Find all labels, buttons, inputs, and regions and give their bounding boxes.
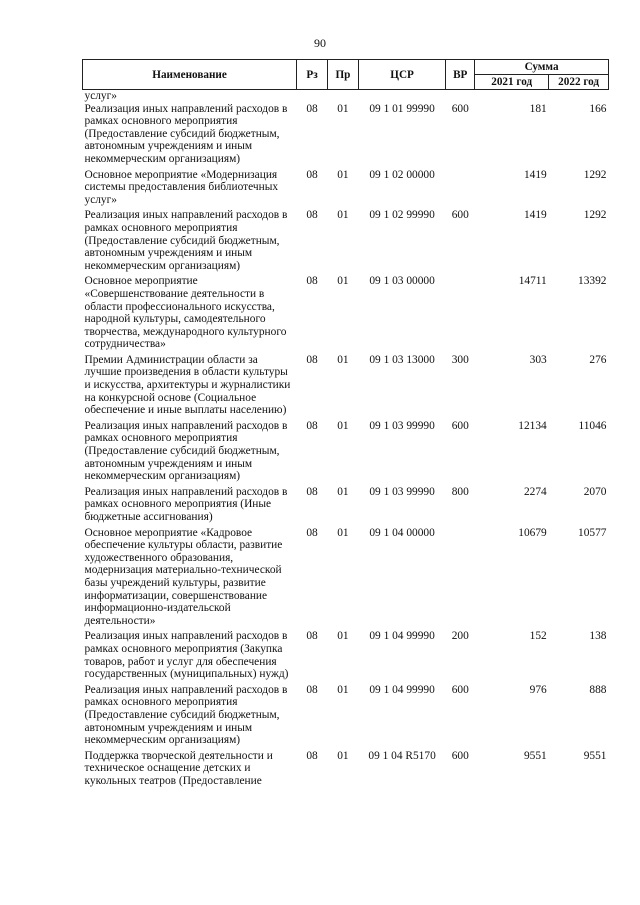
row-amount-2022: 10577 — [578, 526, 607, 539]
table-row — [83, 750, 609, 791]
row-amount-2022: 888 — [589, 683, 607, 696]
row-amount-2021: 1419 — [523, 209, 547, 222]
row-amount-2022: 276 — [589, 353, 607, 366]
row-vr — [446, 275, 475, 354]
row-csr: 09 1 03 13000 — [369, 353, 435, 366]
row-rz: 08 — [306, 485, 318, 498]
row-amount-2021: 2274 — [523, 485, 547, 498]
row-rz: 08 — [306, 168, 318, 181]
row-vr: 600 — [451, 209, 469, 222]
row-csr: 09 1 04 99990 — [369, 630, 435, 643]
col-header-pr: Пр — [327, 60, 358, 90]
row-pr: 01 — [337, 749, 349, 762]
row-pr: 01 — [337, 353, 349, 366]
row-vr: 300 — [451, 353, 469, 366]
row-amount-2021: 181 — [529, 102, 547, 115]
row-amount-2022: 1292 — [583, 168, 607, 181]
row-name: Реализация иных направлений расходов в рамках основного мероприятия (Иные бюджетные ассигнования) — [84, 485, 288, 523]
row-amount-2022: 11046 — [578, 419, 607, 432]
col-header-name: Наименование — [83, 60, 297, 90]
col-header-csr: ЦСР — [358, 60, 445, 90]
row-csr: 09 1 04 R5170 — [368, 749, 436, 762]
row-vr: 600 — [451, 419, 469, 432]
row-vr: 800 — [451, 485, 469, 498]
row-amount-2021: 9551 — [523, 749, 547, 762]
header-row — [83, 60, 609, 75]
row-name: Основное мероприятие «Совершенствование деятельности в области профессионального искусства, народной культуры, самодеятельного творчества, международного культурного сотрудничества» — [84, 275, 287, 351]
row-amount-2021: 976 — [529, 683, 547, 696]
row-csr: 09 1 04 00000 — [369, 526, 435, 539]
row-name: Реализация иных направлений расходов в рамках основного мероприятия (Предоставление субсидий бюджетным, автономным учреждениям и иным некоммерческим организациям) — [84, 419, 288, 483]
row-pr: 01 — [337, 485, 349, 498]
row-csr: 09 1 01 99990 — [369, 102, 435, 115]
row-pr: 01 — [337, 630, 349, 643]
row-csr: 09 1 02 99990 — [369, 209, 435, 222]
row-rz: 08 — [306, 102, 318, 115]
row-name: Основное мероприятие «Модернизация системы предоставления библиотечных услуг» — [84, 168, 279, 206]
table-row — [83, 420, 609, 486]
row-name: Реализация иных направлений расходов в рамках основного мероприятия (Предоставление субсидий бюджетным, автономным учреждениям и иным некоммерческим организациям) — [84, 102, 288, 165]
row-vr: 600 — [451, 749, 469, 762]
table-row — [83, 630, 609, 683]
budget-table — [82, 59, 609, 790]
row-amount-2022: 138 — [589, 630, 607, 643]
continuation-text: услуг» — [84, 90, 117, 102]
row-rz: 08 — [306, 419, 318, 432]
table-row — [83, 169, 609, 210]
col-header-2021: 2021 год — [475, 75, 549, 90]
row-name: Премии Администрации области за лучшие произведения в области культуры и искусства, архитектуры и журналистики на конкурсной основе (Социальное обеспечение и иные выплаты населению) — [84, 353, 291, 417]
row-pr: 01 — [337, 419, 349, 432]
row-rz: 08 — [306, 683, 318, 696]
row-amount-2021: 152 — [529, 630, 547, 643]
col-header-vr: ВР — [446, 60, 475, 90]
row-pr: 01 — [337, 102, 349, 115]
table-row — [83, 486, 609, 527]
col-header-sum: Сумма — [475, 60, 609, 75]
row-csr: 09 1 03 99990 — [369, 419, 435, 432]
table-row — [83, 354, 609, 420]
row-name: Поддержка творческой деятельности и техническое оснащение детских и кукольных театров (Предоставление — [84, 749, 273, 787]
row-rz: 08 — [306, 526, 318, 539]
row-amount-2021: 1419 — [523, 168, 547, 181]
row-name: Реализация иных направлений расходов в рамках основного мероприятия (Предоставление субсидий бюджетным, автономным учреждениям и иным некоммерческим организациям) — [84, 683, 288, 747]
col-header-2022: 2022 год — [549, 75, 609, 90]
row-vr: 600 — [451, 683, 469, 696]
row-rz: 08 — [306, 275, 318, 288]
table-row — [83, 103, 609, 169]
row-amount-2022: 1292 — [583, 209, 607, 222]
row-vr: 200 — [451, 630, 469, 643]
row-amount-2021: 12134 — [518, 419, 547, 432]
row-amount-2021: 10679 — [518, 526, 547, 539]
page-number: 90 — [314, 36, 326, 50]
row-csr: 09 1 03 00000 — [369, 275, 435, 288]
row-rz: 08 — [306, 630, 318, 643]
row-amount-2022: 9551 — [583, 749, 607, 762]
continuation-row — [83, 90, 609, 103]
col-header-rz: Рз — [297, 60, 328, 90]
row-name: Реализация иных направлений расходов в рамках основного мероприятия (Предоставление субсидий бюджетным, автономным учреждениям и иным некоммерческим организациям) — [84, 209, 288, 272]
row-pr: 01 — [337, 168, 349, 181]
row-csr: 09 1 03 99990 — [369, 485, 435, 498]
row-pr: 01 — [337, 275, 349, 288]
row-pr: 01 — [337, 526, 349, 539]
row-pr: 01 — [337, 683, 349, 696]
row-amount-2021: 303 — [529, 353, 547, 366]
row-amount-2022: 13392 — [578, 275, 607, 288]
table-row — [83, 209, 609, 275]
row-rz: 08 — [306, 353, 318, 366]
row-vr — [446, 527, 475, 631]
row-vr: 600 — [451, 102, 469, 115]
row-rz: 08 — [306, 749, 318, 762]
table-row — [83, 275, 609, 354]
row-amount-2022: 166 — [589, 102, 607, 115]
table-row — [83, 527, 609, 631]
row-csr: 09 1 02 00000 — [369, 168, 435, 181]
row-amount-2021: 14711 — [518, 275, 547, 288]
row-pr: 01 — [337, 209, 349, 222]
row-name: Основное мероприятие «Кадровое обеспечение культуры области, развитие художественного образования, модернизация материально-технической базы учреждений культуры, развитие информатизации, совершенствование информационно-издательской деятельности» — [84, 526, 283, 627]
row-vr — [446, 169, 475, 210]
table-row — [83, 684, 609, 750]
row-rz: 08 — [306, 209, 318, 222]
row-name: Реализация иных направлений расходов в рамках основного мероприятия (Закупка товаров, работ и услуг для обеспечения государственных (муниципальных) нужд) — [84, 630, 289, 681]
row-csr: 09 1 04 99990 — [369, 683, 435, 696]
row-amount-2022: 2070 — [583, 485, 607, 498]
